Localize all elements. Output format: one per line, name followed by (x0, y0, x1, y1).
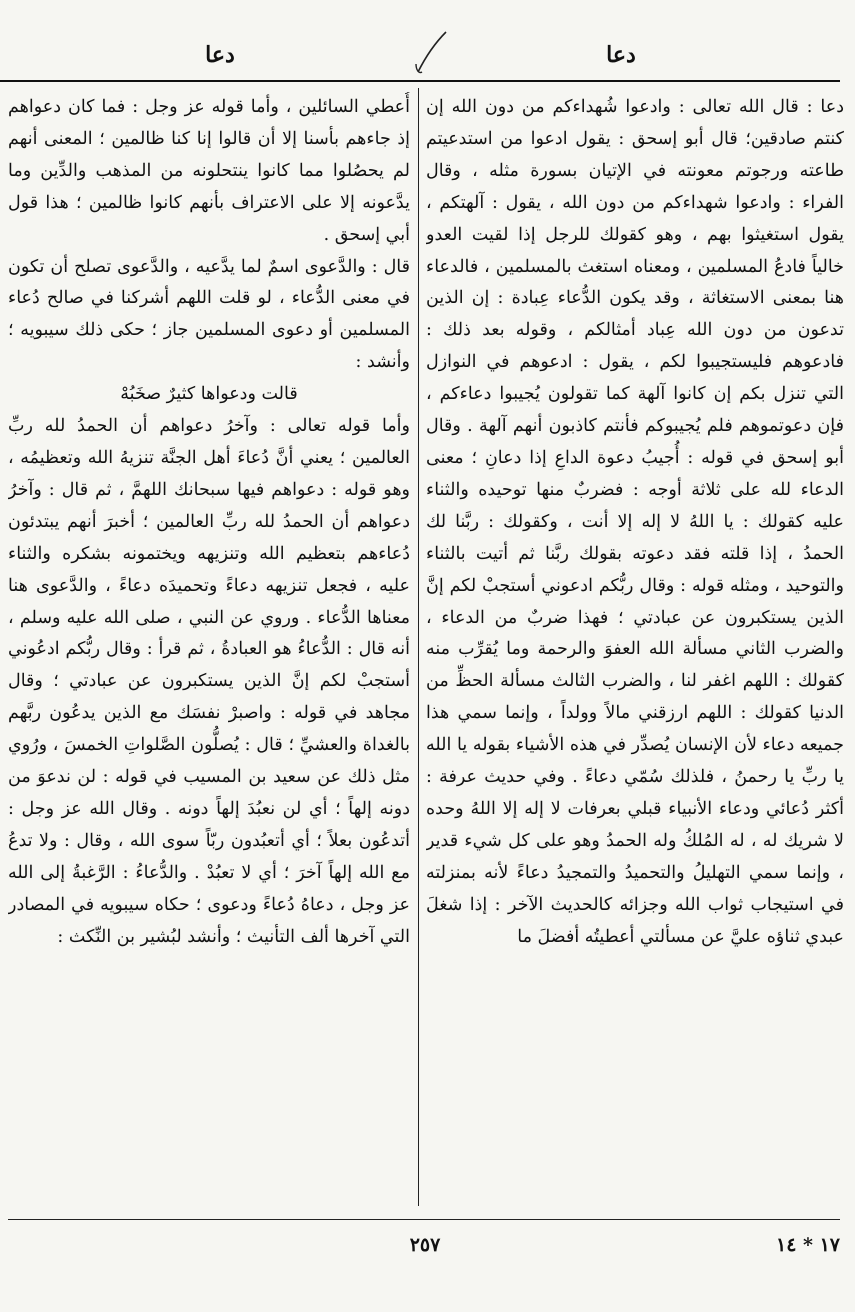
pen-mark (410, 28, 450, 78)
signature-mark: ١٧ * ١٤ (775, 1234, 840, 1256)
entry-paragraph: قال : والدَّعوى اسمٌ لما يدَّعيه ، والدَّعوى تصلح أن تكون في معنى الدُّعاء ، لو قلت اللهم أشركنا في صالح دُعاء المسلمين أو دعوى المسلمين جاز ؛ حكى ذلك سيبويه ؛ وأنشد : (8, 256, 410, 373)
left-column (8, 92, 410, 1207)
entry-paragraph: دعا : قال الله تعالى : وادعوا شُهداءكم من دون الله إن كنتم صادقين؛ قال أبو إسحق : يقول ادعوا من استدعيتم طاعته ورجوتم معونته في الإتيان بسورة مثله ، وقال الفراء : وادعوا شهداءكم من دون الله ، يقول : آلهتكم ، يقول استغيثوا بهم ، وهو كقولك للرجل إذا لقيت العدو خالياً فادعُ المسلمين ، ومعناه استغث بالمسلمين ، فالدعاء هنا بمعنى الاستغاثة ، وقد يكون الدُّعاء عِبادة : إن الذين تدعون من دون الله عِباد أمثالكم ، وقوله بعد ذلك : فادعوهم فليستجيبوا لكم ، يقول : ادعوهم في النوازل التي تنزل بكم إن كانوا آلهة كما تقولون يُجيبوا دعاءكم ، فإن دعوتموهم فلم يُجيبوكم فأنتم كاذبون أنهم آلهة . وقال أبو إسحق في قوله : أُجيبُ دعوة الداعِ إذا دعانِ ؛ معنى الدعاء لله على ثلاثة أوجه : فضربٌ منها توحيده والثناء عليه كقولك : يا اللهُ لا إله إلا أنت ، وكقولك : ربَّنا لك الحمدُ ، إذا قلته فقد دعوته بقولك ربَّنا ثم أتيت بالثناء والتوحيد ، ومثله قوله : وقال ربُّكم ادعوني أستجبْ لكم إنَّ الذين يستكبرون عن عبادتي ؛ فهذا ضربٌ من الدعاء ، والضرب الثاني مسألة الله العفوَ والرحمة وما يُقرِّب منه كقولك : اللهم اغفر لنا ، والضرب الثالث مسألة الحظِّ من الدنيا كقولك : اللهم ارزقني مالاً وولداً ، وإنما سمي هذا جميعه دعاء لأن الإنسان يُصدِّر في هذه الأشياء بقوله يا الله يا ربِّ يا رحمنُ ، فلذلك سُمّي دعاءً . وفي حديث عرفة : أكثر دُعائي ودعاء الأنبياء قبلي بعرفات لا إله إلا اللهُ وحده لا شريك له ، له المُلكُ وله الحمدُ وهو على كل شيء قدير ، وإنما سمي التهليلُ والتحميدُ والتمجيدُ دعاءً لأنه بمنزلته في استيجاب ثواب الله وجزائه كالحديث الآخر : إذا شغلَ عبدي ثناؤه عليَّ عن مسألتي أعطيتُه أفضلَ ما (426, 97, 844, 947)
header-word-right: دعا (606, 42, 636, 68)
header-rule (0, 80, 840, 82)
right-column (426, 92, 844, 1207)
entry-paragraph: أُعطي السائلين ، وأما قوله عز وجل : فما كان دعواهم إذ جاءهم بأسنا إلا أن قالوا إنا كنا ظالمين ؛ المعنى أنهم لم يحصُلوا مما كانوا ينتحلونه من المذهب والدِّين وما يدَّعونه إلا على الاعتراف بأنهم كانوا ظالمين ؛ هذا قول أبي إسحق . (8, 97, 410, 245)
page-number: ٢٥٧ (409, 1234, 441, 1256)
column-divider (418, 88, 419, 1206)
footer-rule (8, 1219, 840, 1220)
verse-line: قالت ودعواها كثيرٌ صخَبُهْ (120, 384, 298, 405)
entry-paragraph: وأما قوله تعالى : وآخرُ دعواهم أن الحمدُ لله ربِّ العالمين ؛ يعني أنَّ دُعاءَ أهل الجنَّة تنزيهُ الله وتعظيمُه ، وهو قوله : دعواهم فيها سبحانك اللهمَّ ، ثم قال : وآخرُ دعواهم أن الحمدُ لله ربِّ العالمين ؛ أخبرَ أنهم يبتدئون دُعاءهم بتعظيم الله وتنزيهه ويختمونه بشكره والثناء عليه ، فجعل تنزيهه دعاءً وتحميدَه دعاءً ، والدَّعوى هنا معناها الدُّعاء . وروي عن النبي ، صلى الله عليه وسلم ، أنه قال : الدُّعاءُ هو العبادةُ ، ثم قرأ : وقال ربُّكم ادعُوني أستجبْ لكم إنَّ الذين يستكبرون عن عبادتي ؛ وقال مجاهد في قوله : واصبرْ نفسَك مع الذين يدعُون ربَّهم بالغداة والعشيِّ ؛ قال : يُصلُّون الصَّلواتِ الخمسَ ، ورُوي مثل ذلك عن سعيد بن المسيب في قوله : لن ندعوَ من دونه إلهاً ؛ أي لن نعبُدَ إلهاً دونه . وقال الله عز وجل : أتدعُون بعلاً ؛ أي أتعبُدون ربّاً سوى الله ، وقال : ولا تدعُ مع الله إلهاً آخرَ ؛ أي لا تعبُدْ . والدُّعاءُ : الرَّغبةُ إلى الله عز وجل ، دعاهُ دُعاءً ودعوى ؛ حكاه سيبويه في المصادر التي آخرها ألف التأنيث ؛ وأنشد لبُشير بن النِّكث : (8, 416, 410, 947)
header-word-left: دعا (205, 42, 235, 68)
